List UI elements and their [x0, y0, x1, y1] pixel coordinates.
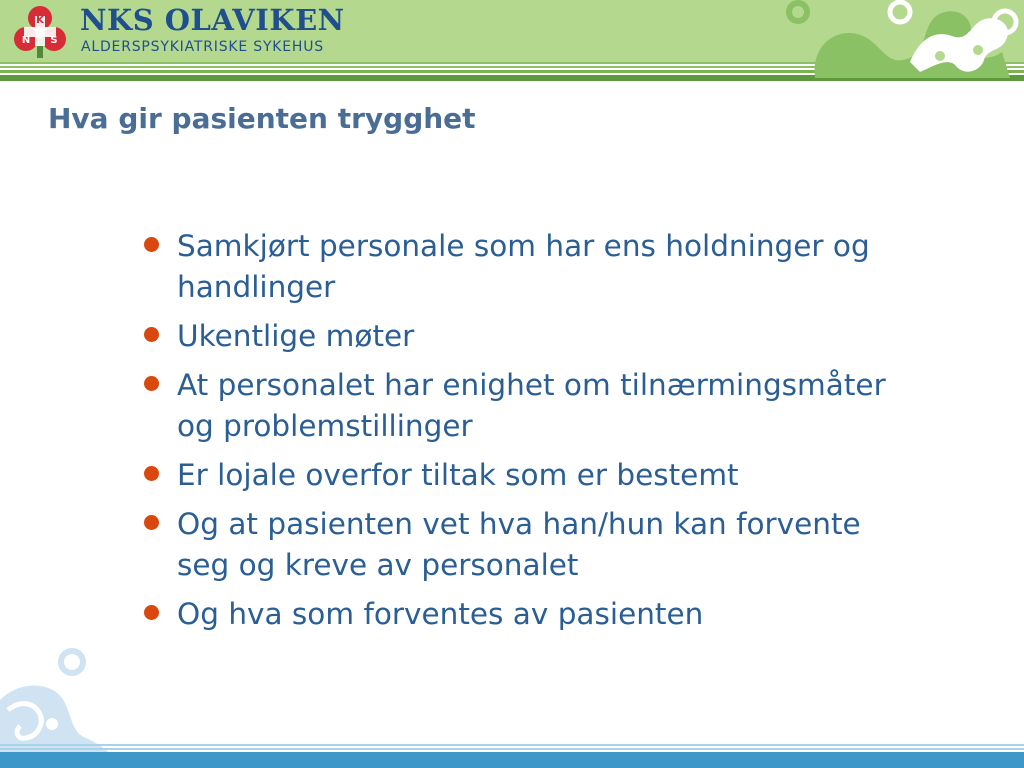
- slide-title: Hva gir pasienten trygghet: [48, 102, 476, 135]
- clover-cross-icon: [10, 4, 70, 60]
- bullet-text: Og at pasienten vet hva han/hun kan forvente seg og kreve av personalet: [177, 507, 861, 582]
- bullet-item: [141, 316, 901, 357]
- bullet-dot-icon: [144, 376, 159, 391]
- bullet-item: [141, 455, 901, 496]
- bullet-text: Ukentlige møter: [177, 319, 415, 353]
- bullet-item: [141, 594, 901, 635]
- bullet-dot-icon: [144, 327, 159, 342]
- footer-stripes: [0, 744, 1024, 768]
- decorative-figure-icon: [0, 640, 130, 755]
- bullet-item: [141, 226, 901, 308]
- bullet-dot-icon: [144, 515, 159, 530]
- bullet-dot-icon: [144, 237, 159, 252]
- logo-letter-k: K: [36, 15, 44, 26]
- org-name: NKS OLAVIKEN: [80, 3, 345, 37]
- bullet-text: Samkjørt personale som har ens holdninger og handlinger: [177, 229, 870, 304]
- logo-letter-n: N: [21, 35, 31, 46]
- decorative-swirl-icon: [770, 0, 1024, 78]
- bullet-text: At personalet har enighet om tilnærmingsmåter og problemstillinger: [177, 368, 886, 443]
- bullet-text: Er lojale overfor tiltak som er bestemt: [177, 458, 739, 492]
- bullet-dot-icon: [144, 466, 159, 481]
- bullet-item: [141, 504, 901, 586]
- bullet-list: [141, 226, 901, 643]
- logo-letter-s: S: [50, 35, 58, 46]
- bullet-item: [141, 365, 901, 447]
- org-subtitle: ALDERSPSYKIATRISKE SYKEHUS: [81, 39, 324, 55]
- bullet-dot-icon: [144, 605, 159, 620]
- bullet-text: Og hva som forventes av pasienten: [177, 597, 704, 631]
